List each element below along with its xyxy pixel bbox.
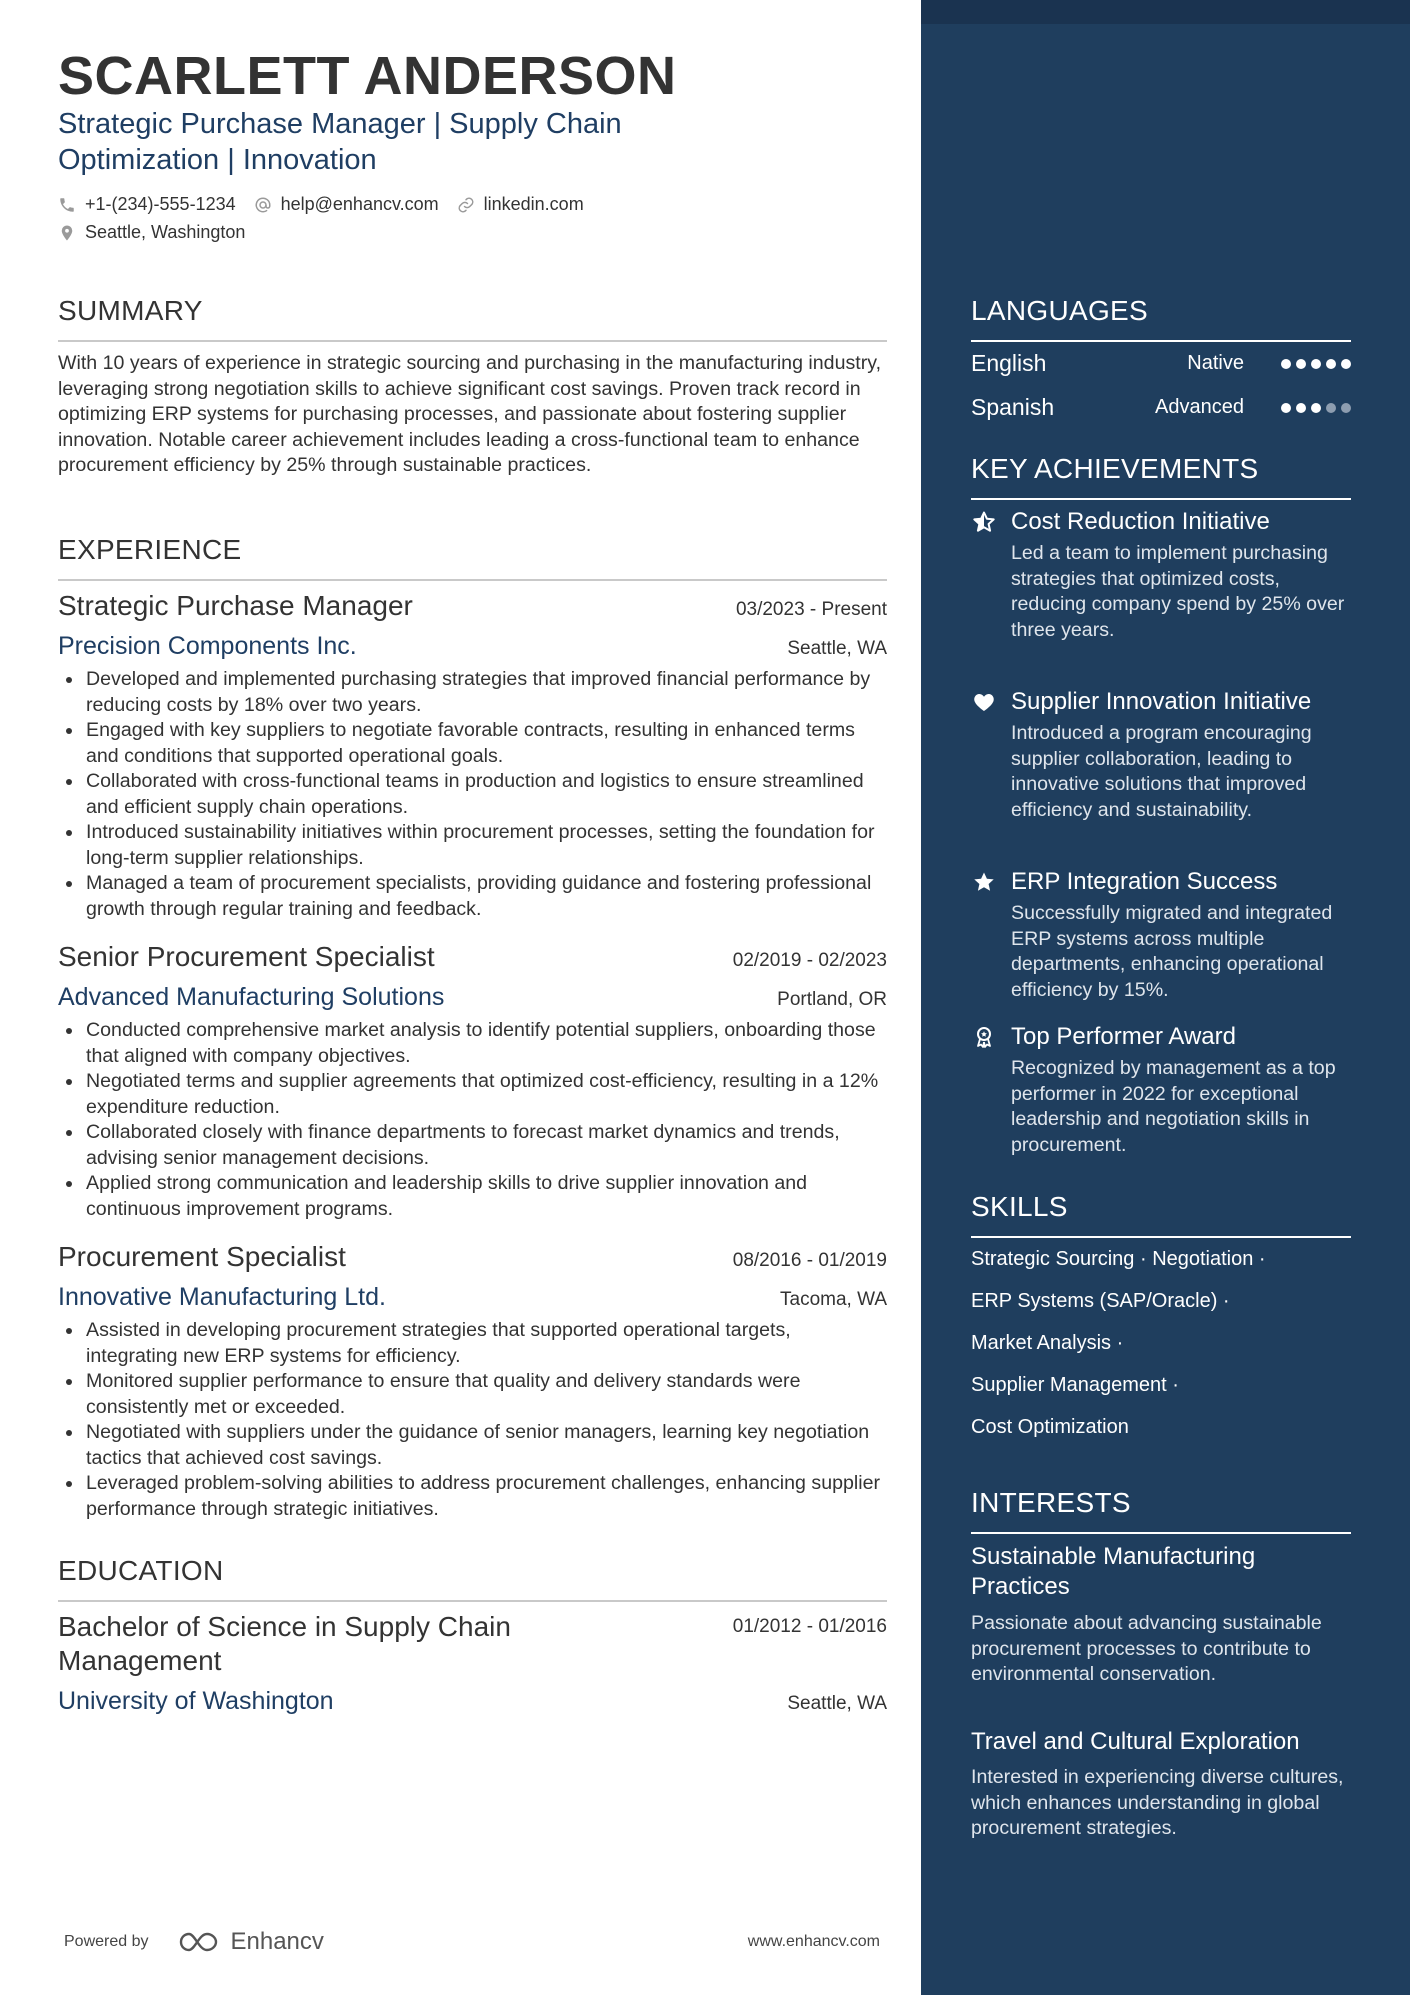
rating-dot <box>1281 359 1291 369</box>
contact-email <box>254 194 439 215</box>
school-name: University of Washington <box>58 1687 334 1715</box>
experience-heading: EXPERIENCE <box>58 533 887 581</box>
contact-linkedin <box>457 194 584 215</box>
job-date: 02/2019 - 02/2023 <box>732 950 887 971</box>
bullet-item: Collaborated closely with finance departments to forecast market dynamics and trends, advising senior management decisions. <box>58 1120 887 1171</box>
skill-item: Market Analysis · <box>971 1332 1124 1354</box>
bullet-item: Leveraged problem-solving abilities to address procurement challenges, enhancing supplier performance through strategic initiatives. <box>58 1471 887 1522</box>
job-company: Innovative Manufacturing Ltd. <box>58 1283 386 1311</box>
job-company: Advanced Manufacturing Solutions <box>58 983 445 1011</box>
language-level: Advanced <box>1155 396 1244 418</box>
bullet-item: Negotiated terms and supplier agreements that optimized cost-efficiency, resulting in a 12% expenditure reduction. <box>58 1069 887 1120</box>
interest-desc: Passionate about advancing sustainable procurement processes to contribute to environmental conservation. <box>971 1612 1322 1685</box>
bullet-item: Introduced sustainability initiatives within procurement processes, setting the foundation for long-term supplier relationships. <box>58 820 887 871</box>
contact-row-2 <box>58 222 263 243</box>
bullet-item: Developed and implemented purchasing strategies that improved financial performance by reducing costs by 18% over two years. <box>58 667 887 718</box>
achievement-title: Supplier Innovation Initiative <box>1011 688 1312 715</box>
job-location: Seattle, WA <box>787 638 887 659</box>
headline-line-2: Optimization | Innovation <box>58 144 377 176</box>
rating-dot <box>1296 359 1306 369</box>
sidebar <box>921 0 1410 1995</box>
award-icon <box>971 1024 997 1050</box>
job-title: Senior Procurement Specialist <box>58 941 435 972</box>
achievement-desc: Introduced a program encouraging supplier collaboration, leading to innovative solutions that improved efficiency and sustainability. <box>1011 722 1312 821</box>
star-icon <box>971 869 997 895</box>
skill-item: Supplier Management · <box>971 1374 1179 1396</box>
linkedin-text[interactable]: linkedin.com <box>483 194 584 214</box>
phone-icon <box>58 196 76 214</box>
rating-dot <box>1326 359 1336 369</box>
bullet-item: Engaged with key suppliers to negotiate favorable contracts, resulting in enhanced terms and conditions that supported operational goals. <box>58 718 887 769</box>
skill-item: ERP Systems (SAP/Oracle) · <box>971 1290 1230 1312</box>
school-location: Seattle, WA <box>787 1693 887 1714</box>
brand-logo[interactable] <box>177 1928 324 1956</box>
achievement-desc: Led a team to implement purchasing strategies that optimized costs, reducing company spend by 25% over three years. <box>1011 542 1345 641</box>
language-rating <box>1276 403 1351 413</box>
bullet-item: Managed a team of procurement specialists, providing guidance and fostering professional growth through regular training and feedback. <box>58 871 887 922</box>
contact-row <box>58 194 602 215</box>
rating-dot <box>1281 403 1291 413</box>
job-title: Procurement Specialist <box>58 1241 346 1272</box>
job-entry <box>58 589 887 922</box>
language-rating <box>1276 359 1351 369</box>
star-outline-icon <box>971 509 997 535</box>
headline <box>58 106 818 178</box>
language-name: Spanish <box>971 394 1055 420</box>
summary-heading: SUMMARY <box>58 294 887 342</box>
language-level: Native <box>1187 352 1244 374</box>
rating-dot-empty <box>1341 403 1351 413</box>
language-item <box>971 350 1351 377</box>
skill-item: Cost Optimization <box>971 1416 1129 1438</box>
achievement-desc: Successfully migrated and integrated ERP systems across multiple departments, enhancing operational efficiency by 15%. <box>1011 902 1333 1001</box>
rating-dot <box>1341 359 1351 369</box>
link-icon <box>457 196 475 214</box>
bullet-item: Collaborated with cross-functional teams in production and logistics to ensure streamlined and efficient supply chain operations. <box>58 769 887 820</box>
interest-title <box>971 1542 1351 1602</box>
achievement-title: Cost Reduction Initiative <box>1011 508 1270 535</box>
degree <box>58 1610 511 1678</box>
interests-heading: INTERESTS <box>971 1486 1351 1534</box>
job-bullets <box>58 667 887 922</box>
brand-name: Enhancv <box>230 1928 324 1955</box>
education-date: 01/2012 - 01/2016 <box>732 1616 887 1637</box>
powered-by <box>64 1928 324 1956</box>
rating-dot <box>1311 403 1321 413</box>
job-title: Strategic Purchase Manager <box>58 590 413 621</box>
job-date: 08/2016 - 01/2019 <box>732 1250 887 1271</box>
job-entry <box>58 940 887 1222</box>
skills-heading: SKILLS <box>971 1190 1351 1238</box>
achievement-item <box>971 867 1351 1003</box>
achievement-title: Top Performer Award <box>1011 1023 1236 1050</box>
headline-line-1: Strategic Purchase Manager | Supply Chain <box>58 108 622 140</box>
language-item <box>971 394 1351 421</box>
interest-title-line-1: Travel and Cultural Exploration <box>971 1728 1300 1755</box>
bullet-item: Monitored supplier performance to ensure that quality and delivery standards were consistently met or exceeded. <box>58 1369 887 1420</box>
footer <box>64 1928 880 1956</box>
summary-text: With 10 years of experience in strategic sourcing and purchasing in the manufacturing industry, leveraging strong negotiation skills to achieve significant cost savings. Proven track record in optimizing ERP systems for purchasing processes, and passionate about fostering supplier innovation. Notable career achievement includes leading a cross-functional team to enhance procurement efficiency by 25% through sustainable practices. <box>58 352 882 476</box>
skill-item: Strategic Sourcing · Negotiation · <box>971 1248 1266 1270</box>
job-location: Portland, OR <box>777 989 887 1010</box>
job-date: 03/2023 - Present <box>735 599 887 620</box>
sidebar-top-band <box>921 0 1410 24</box>
job-entry <box>58 1240 887 1522</box>
job-bullets <box>58 1318 887 1522</box>
achievement-desc: Recognized by management as a top performer in 2022 for exceptional leadership and negotiation skills in procurement. <box>1011 1057 1336 1156</box>
candidate-name: SCARLETT ANDERSON <box>58 46 677 106</box>
heart-icon <box>971 689 997 715</box>
languages-heading: LANGUAGES <box>971 294 1351 342</box>
contact-phone <box>58 194 236 215</box>
bullet-item: Conducted comprehensive market analysis to identify potential suppliers, onboarding those that aligned with company objectives. <box>58 1018 887 1069</box>
bullet-item: Applied strong communication and leadership skills to drive supplier innovation and continuous improvement programs. <box>58 1171 887 1222</box>
job-bullets <box>58 1018 887 1222</box>
contact-location <box>58 222 245 243</box>
achievement-item <box>971 687 1351 823</box>
achievement-item <box>971 507 1351 643</box>
education-entry <box>58 1610 887 1716</box>
footer-url[interactable]: www.enhancv.com <box>747 1933 880 1950</box>
at-icon <box>254 196 272 214</box>
achievement-title: ERP Integration Success <box>1011 868 1278 895</box>
enhancv-logo-icon <box>177 1929 225 1955</box>
interest-desc: Interested in experiencing diverse cultures, which enhances understanding in global procurement strategies. <box>971 1766 1344 1839</box>
bullet-item: Negotiated with suppliers under the guidance of senior managers, learning key negotiation tactics that achieved cost savings. <box>58 1420 887 1471</box>
education-heading: EDUCATION <box>58 1554 887 1602</box>
rating-dot <box>1311 359 1321 369</box>
achievements-heading: KEY ACHIEVEMENTS <box>971 452 1351 500</box>
interest-title <box>971 1727 1351 1757</box>
job-location: Tacoma, WA <box>780 1289 887 1310</box>
degree-line-2: Management <box>58 1645 222 1676</box>
email-text[interactable]: help@enhancv.com <box>280 194 439 214</box>
location-text: Seattle, Washington <box>85 222 246 242</box>
location-pin-icon <box>58 224 76 242</box>
bullet-item: Assisted in developing procurement strategies that supported operational targets, integrating new ERP systems for efficiency. <box>58 1318 887 1369</box>
phone-text[interactable]: +1-(234)-555-1234 <box>85 194 236 214</box>
achievement-item <box>971 1022 1351 1158</box>
rating-dot-empty <box>1326 403 1336 413</box>
language-name: English <box>971 350 1047 376</box>
interest-title-line-1: Sustainable Manufacturing <box>971 1543 1256 1570</box>
rating-dot <box>1296 403 1306 413</box>
interest-title-line-2: Practices <box>971 1573 1070 1600</box>
powered-by-label: Powered by <box>64 1933 149 1950</box>
degree-line-1: Bachelor of Science in Supply Chain <box>58 1611 511 1642</box>
job-company: Precision Components Inc. <box>58 632 357 660</box>
